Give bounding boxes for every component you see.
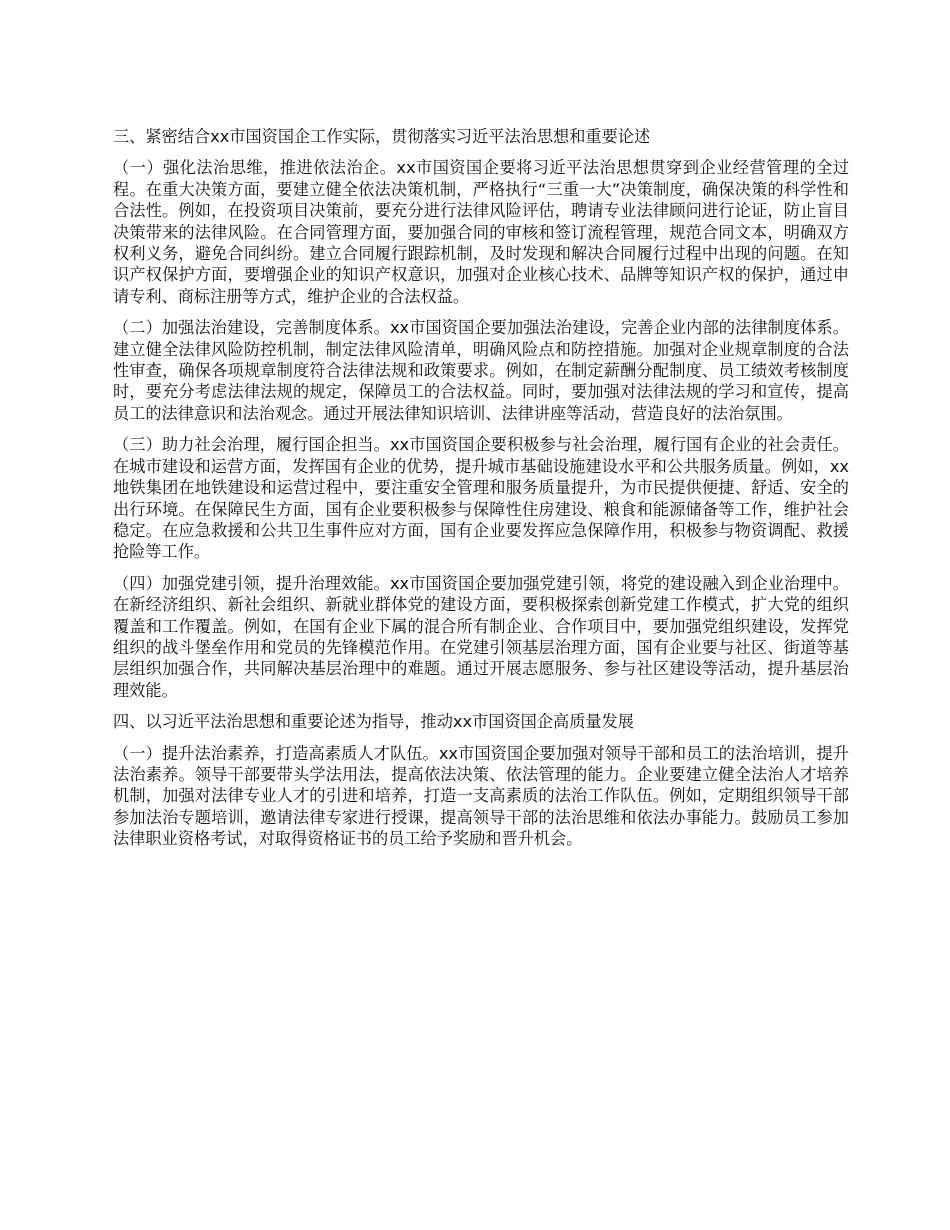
- paragraph-4-1: （一）提升法治素养，打造高素质人才队伍。xx市国资国企要加强对领导干部和员工的法治培训，提升法治素养。领导干部要带头学法用法，提高依法决策、依法管理的能力。企业要建立健全法治人才培养机制，加强对法律专业人才的引进和培养，打造一支高素质的法治工作队伍。例如，定期组织领导干部参加法治专题培训，邀请法律专家进行授课，提高领导干部的法治思维和依法办事能力。鼓励员工参加法律职业资格考试，对取得资格证书的员工给予奖励和晋升机会。: [113, 743, 849, 849]
- paragraph-3-4: （四）加强党建引领，提升治理效能。xx市国资国企要加强党建引领，将党的建设融入到企业治理中。在新经济组织、新社会组织、新就业群体党的建设方面，要积极探索创新党建工作模式，扩大党的组织覆盖和工作覆盖。例如，在国有企业下属的混合所有制企业、合作项目中，要加强党组织建设，发挥党组织的战斗堡垒作用和党员的先锋模范作用。在党建引领基层治理方面，国有企业要与社区、街道等基层组织加强合作，共同解决基层治理中的难题。通过开展志愿服务、参与社区建设等活动，提升基层治理效能。: [113, 573, 849, 700]
- section-heading-3: 三、紧密结合xx市国资国企工作实际，贯彻落实习近平法治思想和重要论述: [113, 127, 651, 146]
- document-body: [113, 126, 849, 860]
- paragraph-3-1: （一）强化法治思维，推进依法治企。xx市国资国企要将习近平法治思想贯穿到企业经营管理的全过程。在重大决策方面，要建立健全依法决策机制，严格执行“三重一大”决策制度，确保决策的科学性和合法性。例如，在投资项目决策前，要充分进行法律风险评估，聘请专业法律顾问进行论证，防止盲目决策带来的法律风险。在合同管理方面，要加强合同的审核和签订流程管理，规范合同文本，明确双方权利义务，避免合同纠纷。建立合同履行跟踪机制，及时发现和解决合同履行过程中出现的问题。在知识产权保护方面，要增强企业的知识产权意识，加强对企业核心技术、品牌等知识产权的保护，通过申请专利、商标注册等方式，维护企业的合法权益。: [113, 158, 849, 306]
- section-heading-4: 四、以习近平法治思想和重要论述为指导，推动xx市国资国企高质量发展: [113, 712, 634, 732]
- paragraph-3-2: （二）加强法治建设，完善制度体系。xx市国资国企要加强法治建设，完善企业内部的法律制度体系。建立健全法律风险防控机制，制定法律风险清单，明确风险点和防控措施。加强对企业规章制度的合法性审查，确保各项规章制度符合法律法规和政策要求。例如，在制定薪酬分配制度、员工绩效考核制度时，要充分考虑法律法规的规定，保障员工的合法权益。同时，要加强对法律法规的学习和宣传，提高员工的法律意识和法治观念。通过开展法律知识培训、法律讲座等活动，营造良好的法治氛围。: [113, 318, 849, 423]
- paragraph-3-3: （三）助力社会治理，履行国企担当。xx市国资国企要积极参与社会治理，履行国有企业的社会责任。在城市建设和运营方面，发挥国有企业的优势，提升城市基础设施建设水平和公共服务质量。例如，xx地铁集团在地铁建设和运营过程中，要注重安全管理和服务质量提升，为市民提供便捷、舒适、安全的出行环境。在保障民生方面，国有企业要积极参与保障性住房建设、粮食和能源储备等工作，维护社会稳定。在应急救援和公共卫生事件应对方面，国有企业要发挥应急保障作用，积极参与物资调配、救援抢险等工作。: [113, 435, 849, 562]
